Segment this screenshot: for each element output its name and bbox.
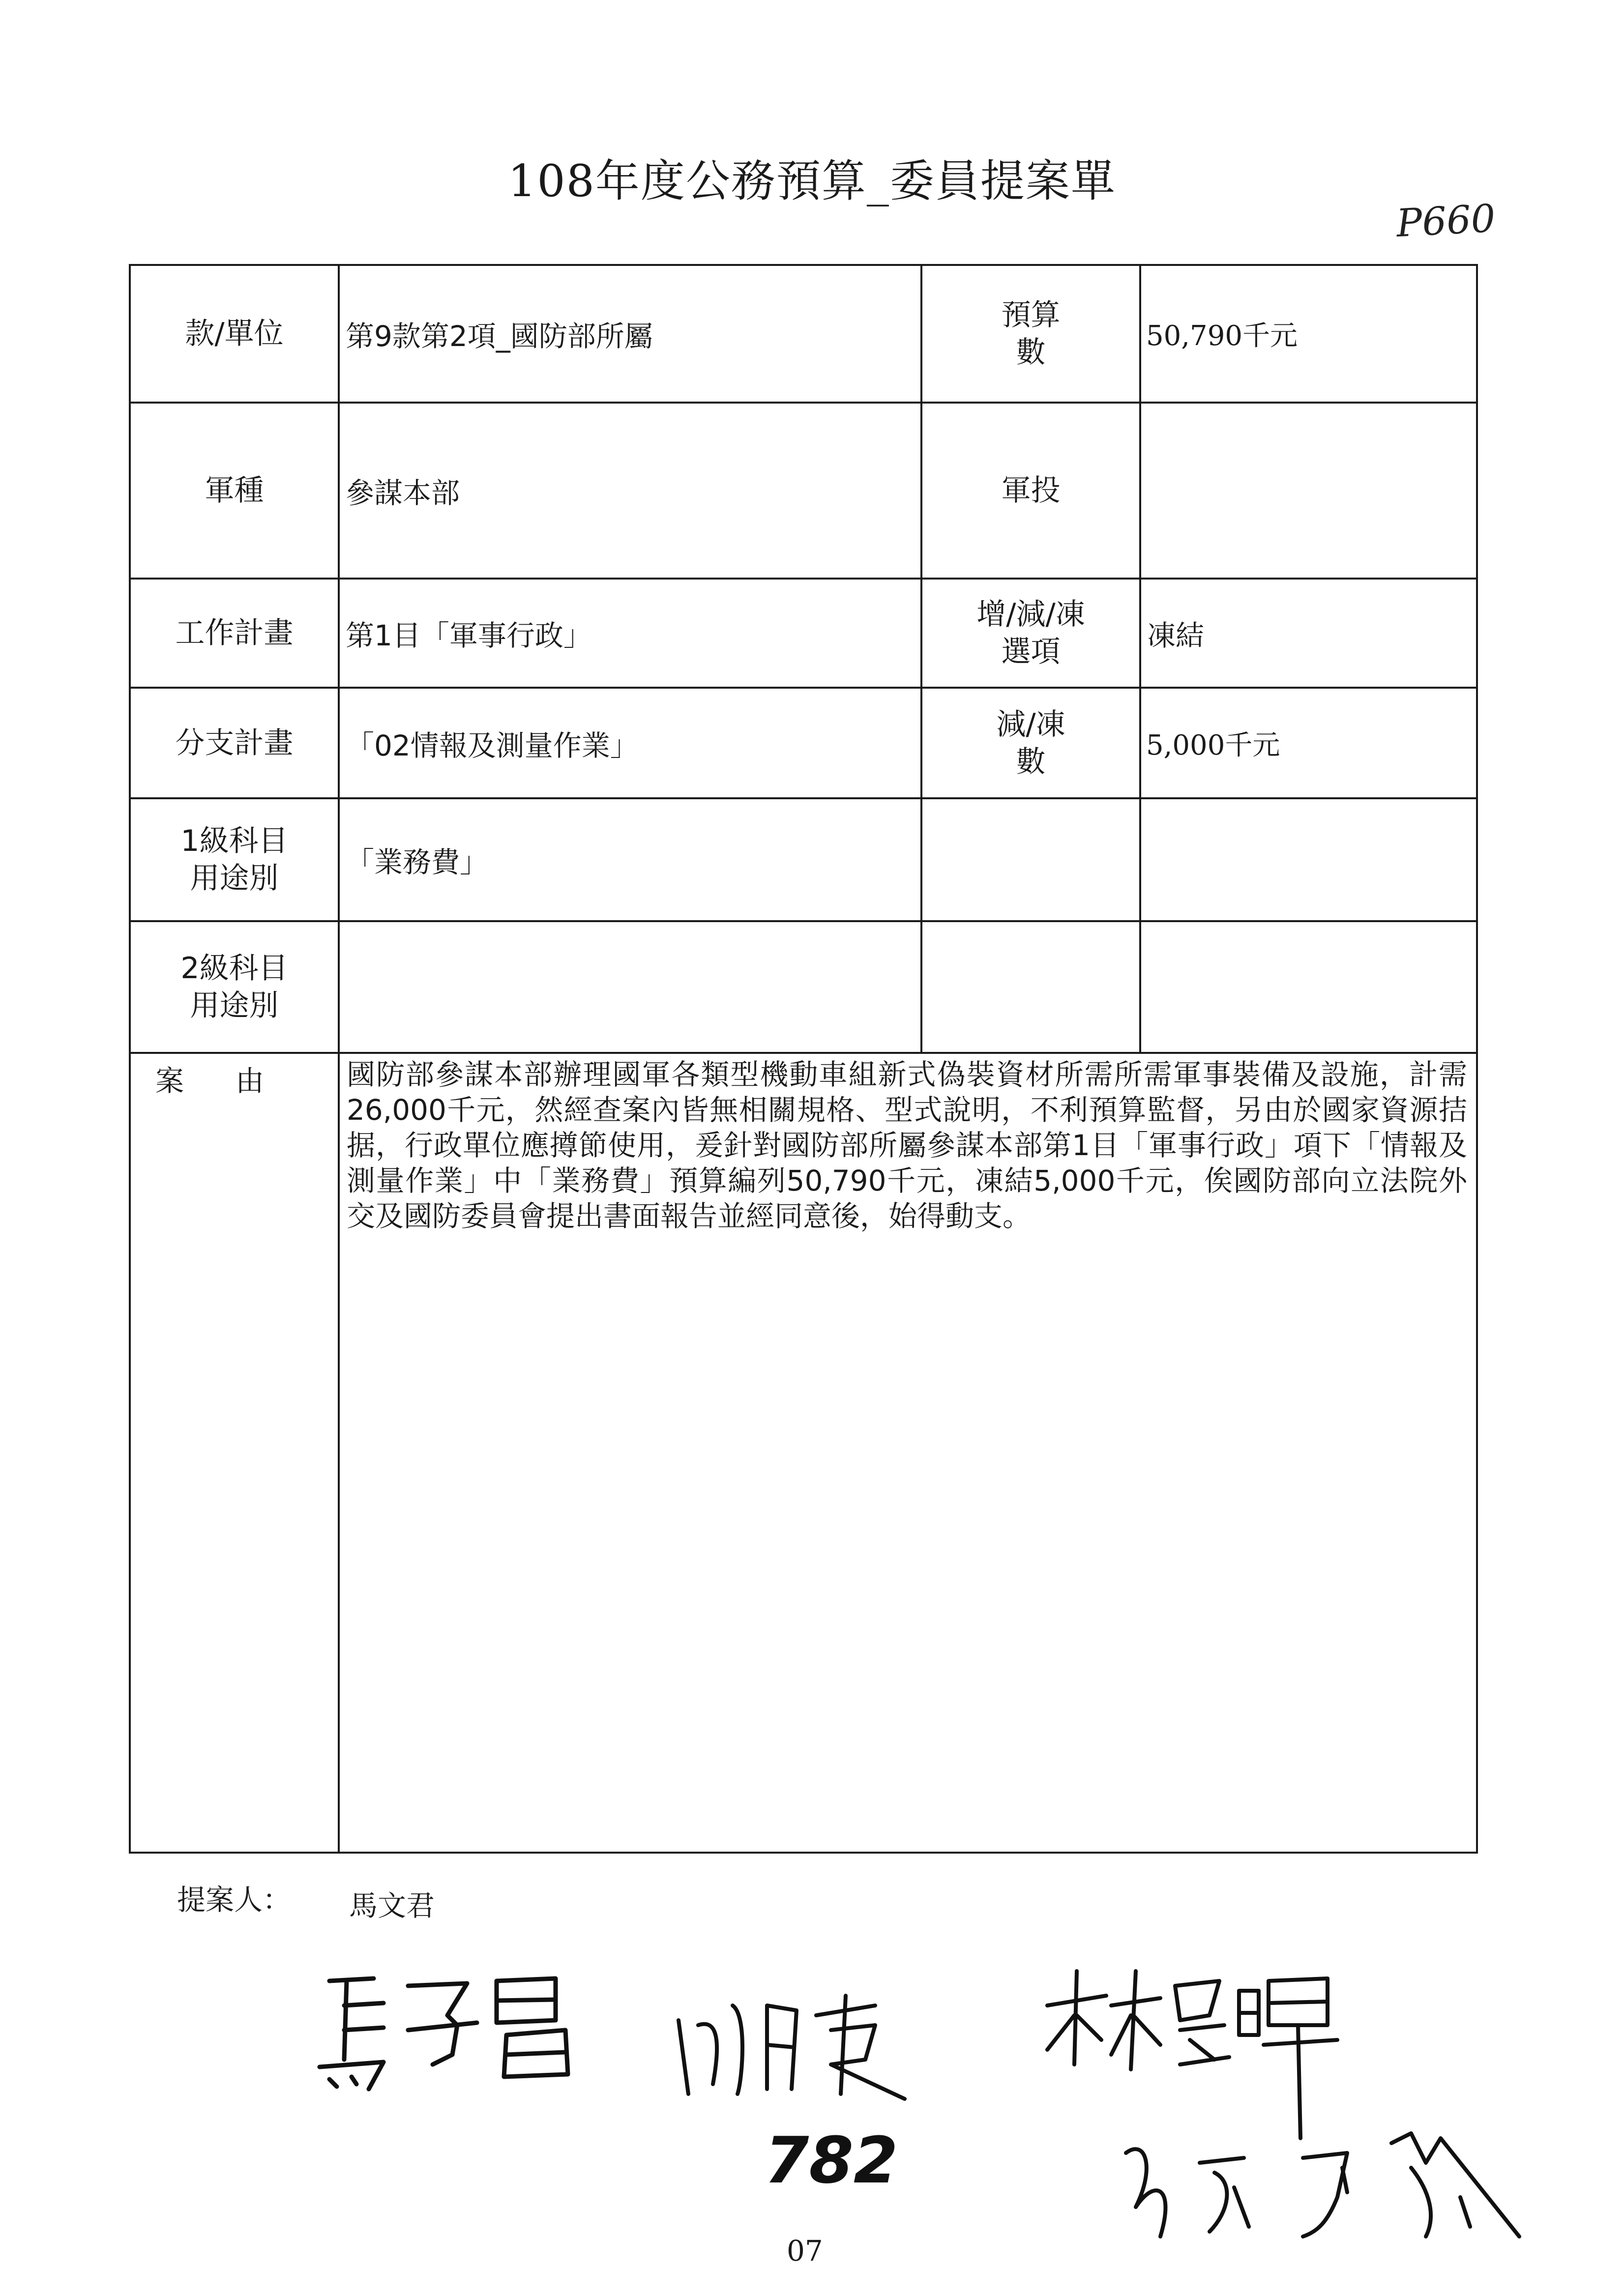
label-unit: 款/單位: [130, 265, 339, 403]
value-branch-plan: 「02情報及測量作業」: [339, 688, 921, 798]
value-option: 凍結: [1140, 579, 1477, 688]
signature-2: [669, 1986, 924, 2114]
label-branch-plan: 分支計畫: [130, 688, 339, 798]
value-level1-subject: 「業務費」: [339, 798, 921, 921]
signature-4: [1116, 2109, 1559, 2256]
row-reason: [130, 1053, 1477, 1853]
row-level1-subject: [130, 798, 1477, 921]
value-work-plan: 第1目「軍事行政」: [339, 579, 921, 688]
blank-cell: [1140, 798, 1477, 921]
value-reduce-freeze-amount: 5,000千元: [1140, 688, 1477, 798]
page-number: 07: [787, 2234, 823, 2267]
label-reason-char1: 案: [155, 1064, 184, 1098]
value-level2-subject: [339, 921, 921, 1053]
label-reason: [130, 1053, 339, 1853]
row-level2-subject: [130, 921, 1477, 1053]
row-work-plan: [130, 579, 1477, 688]
blank-cell: [921, 798, 1140, 921]
label-military-investment: 軍投: [921, 403, 1140, 579]
value-budget-amount: 50,790千元: [1140, 265, 1477, 403]
blank-cell: [921, 921, 1140, 1053]
label-level2-subject: 2級科目 用途別: [130, 921, 339, 1053]
blank-cell: [1140, 921, 1477, 1053]
label-work-plan: 工作計畫: [130, 579, 339, 688]
proposer-label: 提案人：: [177, 1883, 292, 1917]
handwritten-number: [765, 2123, 912, 2197]
label-service: 軍種: [130, 403, 339, 579]
proposer-name: 馬文君: [349, 1889, 435, 1922]
value-military-investment: [1140, 403, 1477, 579]
value-unit: 第9款第2項_國防部所屬: [339, 265, 921, 403]
handwritten-number-text: 782: [765, 2123, 898, 2198]
label-level1-subject: 1級科目 用途別: [130, 798, 339, 921]
label-reduce-freeze-amount: 減/凍 數: [921, 688, 1140, 798]
reason-text: 國防部參謀本部辦理國軍各類型機動車組新式偽裝資材所需所需軍事裝備及設施，計需26,000千元，然經查案內皆無相關規格、型式說明，不利預算監督，另由於國家資源拮据，行政單位應撙節使用，爰針對國防部所屬參謀本部第1目「軍事行政」項下「情報及測量作業」中「業務費」預算編列50,790千元，凍結5,000千元，俟國防部向立法院外交及國防委員會提出書面報告並經同意後，始得動支。: [339, 1053, 1477, 1853]
proposal-form-table: [129, 264, 1478, 1854]
signature-1: [310, 1961, 585, 2109]
label-reason-char2: 由: [235, 1064, 264, 1098]
row-service: [130, 403, 1477, 579]
value-service: 參謀本部: [339, 403, 921, 579]
label-budget-amount: 預算 數: [921, 265, 1140, 403]
label-option: 增/減/凍 選項: [921, 579, 1140, 688]
form-title: 108年度公務預算_委員提案單: [508, 155, 1116, 207]
page-reference-handwritten: P660: [1395, 196, 1497, 246]
row-branch-plan: [130, 688, 1477, 798]
row-unit: [130, 265, 1477, 403]
